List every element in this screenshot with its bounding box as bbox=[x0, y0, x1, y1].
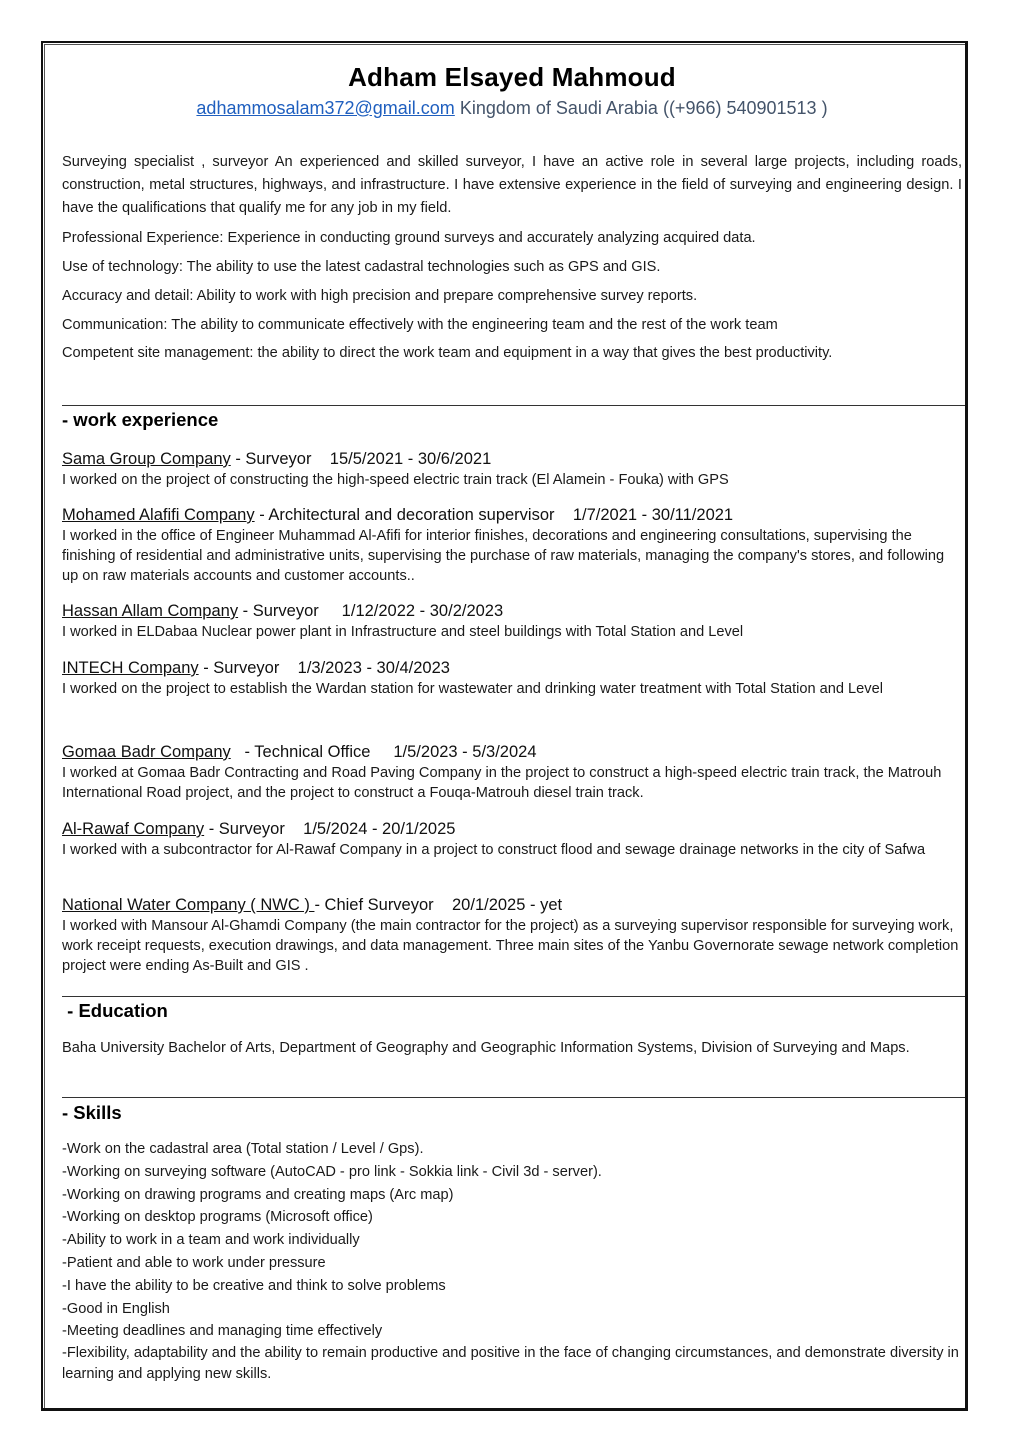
company-name: Al-Rawaf Company bbox=[62, 820, 205, 838]
job-role: - Surveyor bbox=[238, 602, 319, 620]
skill-item: -Working on surveying software (AutoCAD - pro link - Sokkia link - Civil 3d - server). bbox=[62, 1163, 602, 1180]
job-entry bbox=[62, 657, 962, 699]
summary-point: Communication: The ability to communicate effectively with the engineering team and the rest of the work team bbox=[62, 317, 778, 333]
job-dates: 1/5/2024 - 20/1/2025 bbox=[284, 820, 456, 838]
work-experience-heading: - work experience bbox=[62, 409, 219, 430]
job-dates: 1/7/2021 - 30/11/2021 bbox=[554, 506, 734, 524]
skill-item: -I have the ability to be creative and think to solve problems bbox=[62, 1277, 446, 1294]
company-name: Sama Group Company bbox=[62, 450, 231, 468]
job-role: - Surveyor bbox=[198, 659, 280, 677]
company-name: Mohamed Alafifi Company bbox=[62, 506, 255, 524]
job-dates: 1/12/2022 - 30/2/2023 bbox=[318, 602, 504, 620]
summary-point: Use of technology: The ability to use the latest cadastral technologies such as GPS and GIS. bbox=[62, 259, 661, 275]
job-dates: 15/5/2021 - 30/6/2021 bbox=[311, 450, 492, 468]
skill-item: -Patient and able to work under pressure bbox=[62, 1254, 326, 1271]
summary-point: Professional Experience: Experience in conducting ground surveys and accurately analyzing acquired data. bbox=[62, 230, 756, 246]
skill-item: -Working on desktop programs (Microsoft office) bbox=[62, 1209, 373, 1226]
job-role: - Technical Office bbox=[230, 743, 371, 761]
skills-list bbox=[62, 1138, 962, 1385]
education-heading: - Education bbox=[62, 1000, 168, 1021]
contact-line bbox=[0, 98, 1024, 119]
section-divider bbox=[62, 1097, 965, 1098]
company-name: National Water Company ( NWC ) bbox=[62, 896, 315, 914]
job-dates: 1/5/2023 - 5/3/2024 bbox=[370, 743, 537, 761]
skill-item: -Meeting deadlines and managing time effectively bbox=[62, 1323, 383, 1340]
location-phone: Kingdom of Saudi Arabia ((+966) 540901513 ) bbox=[454, 98, 828, 118]
skill-item: -Work on the cadastral area (Total station / Level / Gps). bbox=[62, 1141, 424, 1157]
job-entry bbox=[62, 818, 962, 860]
job-description: I worked with Mansour Al-Ghamdi Company (the main contractor for the project) as a surveying supervisor responsible for surveying work, work receipt requests, execution drawings, and data management. Three main sites of the Yanbu Governorate sewage network completion project were ending As-Built and GIS . bbox=[62, 918, 959, 974]
job-role: - Surveyor bbox=[204, 820, 285, 838]
skill-item: -Flexibility, adaptability and the ability to remain productive and positive in the face of changing circumstances, and demonstrate diversity in learning and applying new skills. bbox=[62, 1345, 959, 1383]
education-section bbox=[62, 1038, 962, 1058]
job-description: I worked on the project of constructing the high-speed electric train track (El Alamein - Fouka) with GPS bbox=[62, 472, 729, 488]
section-divider bbox=[62, 996, 965, 997]
summary-intro: Surveying specialist , surveyor An experienced and skilled surveyor, I have an active role in several large projects, including roads, construction, metal structures, highways, and infrastructure. I have extensive experience in the field of surveying and engineering design. I have the qualifications that qualify me for any job in my field. bbox=[62, 154, 962, 216]
job-description: I worked at Gomaa Badr Contracting and Road Paving Company in the project to construct a high-speed electric train track, the Matrouh International Road project, and the project to construct a Fouqa-Matrouh diesel train track. bbox=[62, 765, 942, 801]
summary-point: Competent site management: the ability to direct the work team and equipment in a way that gives the best productivity. bbox=[62, 345, 833, 361]
company-name: Gomaa Badr Company bbox=[62, 743, 231, 761]
job-dates: 20/1/2025 - yet bbox=[433, 896, 563, 914]
skill-item: -Working on drawing programs and creating maps (Arc map) bbox=[62, 1186, 454, 1203]
job-description: I worked in the office of Engineer Muhammad Al-Afifi for interior finishes, decorations and engineering consultations, supervising the finishing of residential and administrative units, supervising the purchase of raw materials, managing the company's stores, and following up on raw materials accounts and customer accounts.. bbox=[62, 528, 945, 584]
job-description: I worked on the project to establish the Wardan station for wastewater and drinking water treatment with Total Station and Level bbox=[62, 681, 883, 697]
skill-item: -Ability to work in a team and work individually bbox=[62, 1232, 360, 1249]
job-entry bbox=[62, 741, 962, 803]
job-role: - Chief Surveyor bbox=[314, 896, 434, 914]
job-entry bbox=[62, 894, 962, 976]
summary-section bbox=[62, 151, 962, 363]
company-name: Hassan Allam Company bbox=[62, 602, 239, 620]
candidate-name: Adham Elsayed Mahmoud bbox=[348, 62, 676, 92]
job-description: I worked with a subcontractor for Al-Rawaf Company in a project to construct flood and sewage drainage networks in the city of Safwa bbox=[62, 842, 926, 858]
job-entry bbox=[62, 448, 962, 490]
job-entry bbox=[62, 504, 962, 586]
job-role: - Surveyor bbox=[230, 450, 312, 468]
company-name: INTECH Company bbox=[62, 659, 199, 677]
summary-point: Accuracy and detail: Ability to work with high precision and prepare comprehensive survey reports. bbox=[62, 288, 698, 304]
education-text: Baha University Bachelor of Arts, Department of Geography and Geographic Information Systems, Division of Surveying and Maps. bbox=[62, 1040, 910, 1056]
job-description: I worked in ELDabaa Nuclear power plant in Infrastructure and steel buildings with Total Station and Level bbox=[62, 624, 744, 640]
job-entry bbox=[62, 600, 962, 642]
section-divider bbox=[62, 405, 965, 406]
email-link[interactable]: adhammosalam372@gmail.com bbox=[196, 98, 455, 118]
skill-item: -Good in English bbox=[62, 1300, 170, 1317]
skills-heading: - Skills bbox=[62, 1102, 122, 1123]
job-role: - Architectural and decoration supervisor bbox=[254, 506, 555, 524]
job-dates: 1/3/2023 - 30/4/2023 bbox=[279, 659, 450, 677]
